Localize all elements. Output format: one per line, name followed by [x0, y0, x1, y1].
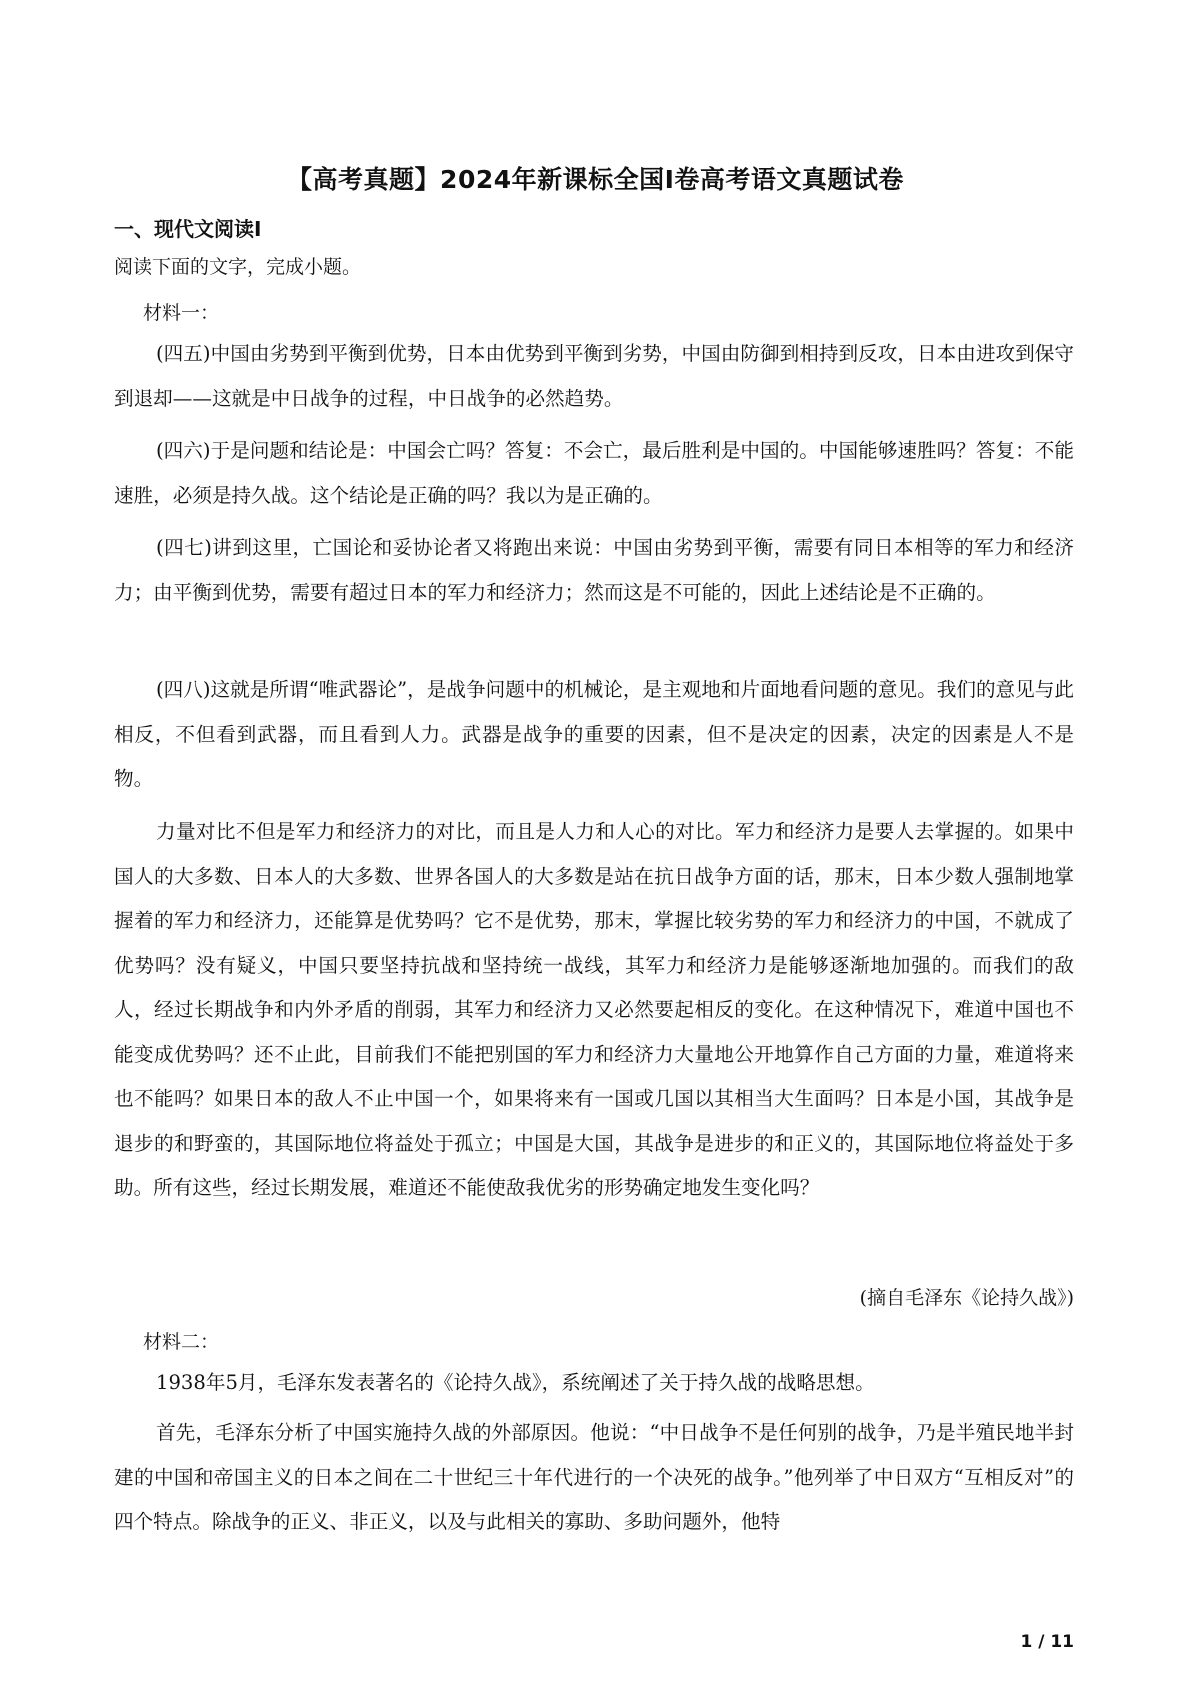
material-two-label: 材料二：: [143, 1331, 220, 1353]
document-title: 【高考真题】2024年新课标全国Ⅰ卷高考语文真题试卷: [287, 165, 904, 194]
reading-instruction: 阅读下面的文字，完成小题。: [114, 256, 362, 278]
section-heading: 一、现代文阅读Ⅰ: [114, 217, 262, 241]
material-two-paragraph-1: 1938年5月，毛泽东发表著名的《论持久战》，系统阐述了关于持久战的战略思想。: [156, 1371, 875, 1394]
material-one-paragraph-48: (四八)这就是所谓“唯武器论”，是战争问题中的机械论，是主观地和片面地看问题的意见。我们的意见与此相反，不但看到武器，而且看到人力。武器是战争的重要的因素，但不是决定的因素，决定的因素是人不是物。: [114, 678, 1074, 790]
material-one-paragraph-45: (四五)中国由劣势到平衡到优势，日本由优势到平衡到劣势，中国由防御到相持到反攻，日本由进攻到保守到退却——这就是中日战争的过程，中日战争的必然趋势。: [114, 342, 1074, 410]
page-number: 1 / 11: [1020, 1632, 1074, 1652]
material-one-paragraph-power: 力量对比不但是军力和经济力的对比，而且是人力和人心的对比。军力和经济力是要人去掌握的。如果中国人的大多数、日本人的大多数、世界各国人的大多数是站在抗日战争方面的话，那末，日本少数人强制地掌握着的军力和经济力，还能算是优势吗？它不是优势，那末，掌握比较劣势的军力和经济力的中国，不就成了优势吗？没有疑义，中国只要坚持抗战和坚持统一战线，其军力和经济力是能够逐渐地加强的。而我们的敌人，经过长期战争和内外矛盾的削弱，其军力和经济力又必然要起相反的变化。在这种情况下，难道中国也不能变成优势吗？还不止此，目前我们不能把别国的军力和经济力大量地公开地算作自己方面的力量，难道将来也不能吗？如果日本的敌人不止中国一个，如果将来有一国或几国以其相当大生面吗？日本是小国，其战争是退步的和野蛮的，其国际地位将益处于孤立；中国是大国，其战争是进步的和正义的，其国际地位将益处于多助。所有这些，经过长期发展，难道还不能使敌我优劣的形势确定地发生变化吗？: [114, 820, 1074, 1199]
material-one-source: (摘自毛泽东《论持久战》): [859, 1287, 1074, 1309]
material-two-paragraph-2: 首先，毛泽东分析了中国实施持久战的外部原因。他说：“中日战争不是任何别的战争，乃是半殖民地半封建的中国和帝国主义的日本之间在二十世纪三十年代进行的一个决死的战争。”他列举了中日双方“互相反对”的四个特点。除战争的正义、非正义，以及与此相关的寡助、多助问题外，他特: [114, 1421, 1074, 1533]
material-one-paragraph-46: (四六)于是问题和结论是：中国会亡吗？答复：不会亡，最后胜利是中国的。中国能够速胜吗？答复：不能速胜，必须是持久战。这个结论是正确的吗？我以为是正确的。: [114, 439, 1074, 507]
material-one-paragraph-47: (四七)讲到这里，亡国论和妥协论者又将跑出来说：中国由劣势到平衡，需要有同日本相等的军力和经济力；由平衡到优势，需要有超过日本的军力和经济力；然而这是不可能的，因此上述结论是不正确的。: [114, 536, 1074, 604]
material-one-label: 材料一：: [143, 302, 220, 324]
